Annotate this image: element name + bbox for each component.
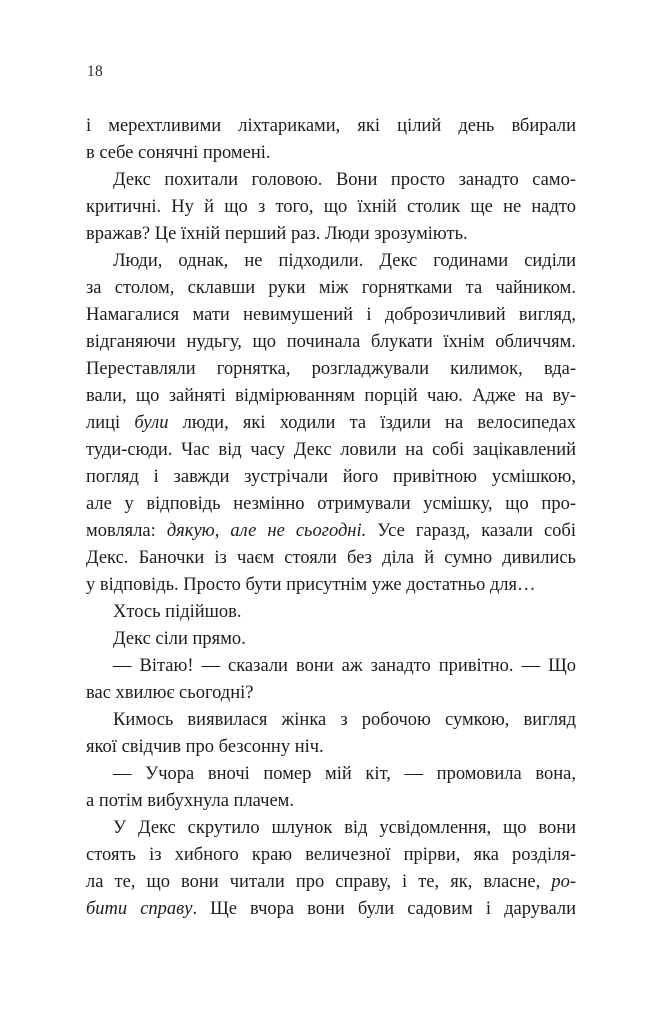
text-run: і мерехтливими ліхтариками, які цілий день вбирали (86, 116, 576, 136)
italic-text-run: дякую, але не сьогодні. (166, 521, 367, 541)
paragraph (86, 248, 576, 599)
italic-text-run: ро- (551, 872, 576, 892)
paragraph (86, 113, 576, 167)
text-run: за столом, склавши руки між горнятками та чайником. (86, 278, 576, 298)
text-run: Люди, однак, не підходили. Декс годинами сиділи (113, 251, 576, 271)
text-line (86, 491, 576, 518)
text-run: Усе гаразд, казали собі (366, 521, 576, 541)
text-line (86, 734, 576, 761)
text-run: Намагалися мати невимушений і доброзичливий вигляд, (86, 305, 576, 325)
text-run: мовляла: (86, 521, 167, 541)
text-run: погляд і завжди зустрічали його привітною усмішкою, (86, 467, 576, 487)
text-line (86, 572, 576, 599)
text-run: Декс сіли прямо. (113, 629, 246, 649)
page-number: 18 (87, 63, 103, 80)
text-run: якої свідчив про безсонну ніч. (86, 737, 324, 757)
text-line (86, 518, 576, 545)
text-line (86, 842, 576, 869)
text-run: а потім вибухнула плачем. (86, 791, 294, 811)
text-run: Декс. Баночки із чаєм стояли без діла й сумно дивились (86, 548, 576, 568)
text-line (86, 626, 576, 653)
text-run: але у відповідь незмінно отримували усмішку, що про- (86, 494, 576, 514)
text-line (86, 707, 576, 734)
text-line (86, 896, 576, 923)
text-line (86, 464, 576, 491)
page-text (86, 113, 576, 923)
text-run: у відповідь. Просто бути присутнім уже достатньо для… (86, 575, 536, 595)
text-run: лиці (86, 413, 135, 433)
text-run: туди-сюди. Час від часу Декс ловили на собі зацікавлений (86, 440, 576, 460)
text-run: . Ще вчора вони були садовим і дарували (192, 899, 576, 919)
text-run: Переставляли горнятка, розгладжували килимок, вда- (86, 359, 576, 379)
text-line (86, 437, 576, 464)
paragraph (86, 626, 576, 653)
text-line (86, 329, 576, 356)
text-run: стоять із хибного краю величезної прірви, яка розділя- (86, 845, 576, 865)
text-line (86, 599, 576, 626)
text-line (86, 815, 576, 842)
text-run: люди, які ходили та їздили на велосипедах (168, 413, 576, 433)
text-run: Кимось виявилася жінка з робочою сумкою, вигляд (113, 710, 576, 730)
text-line (86, 302, 576, 329)
text-line (86, 113, 576, 140)
text-line (86, 788, 576, 815)
text-run: У Декс скрутило шлунок від усвідомлення, що вони (113, 818, 576, 838)
text-run: — Вітаю! — сказали вони аж занадто привітно. — Що (113, 656, 576, 676)
text-run: Хтось підійшов. (113, 602, 242, 622)
text-line (86, 761, 576, 788)
text-run: відганяючи нудьгу, що починала блукати їхнім обличчям. (86, 332, 576, 352)
text-line (86, 248, 576, 275)
text-line (86, 653, 576, 680)
text-line (86, 356, 576, 383)
text-run: вражав? Це їхній перший раз. Люди зрозуміють. (86, 224, 468, 244)
text-line (86, 383, 576, 410)
text-run: Декс похитали головою. Вони просто занадто само- (113, 170, 576, 190)
text-run: вас хвилює сьогодні? (86, 683, 254, 703)
text-run: вали, що зайняті відмірюванням порцій чаю. Адже на ву- (86, 386, 576, 406)
text-run: — Учора вночі помер мій кіт, — промовила вона, (113, 764, 576, 784)
italic-text-run: були (134, 413, 169, 433)
text-line (86, 410, 576, 437)
paragraph (86, 167, 576, 248)
paragraph (86, 761, 576, 815)
text-line (86, 680, 576, 707)
text-run: в себе сонячні промені. (86, 143, 271, 163)
text-line (86, 869, 576, 896)
paragraph (86, 707, 576, 761)
text-line (86, 545, 576, 572)
paragraph (86, 599, 576, 626)
text-line (86, 275, 576, 302)
text-line (86, 167, 576, 194)
text-run: критичні. Ну й що з того, що їхній столик ще не надто (86, 197, 576, 217)
paragraph (86, 815, 576, 923)
text-run: ла те, що вони читали про справу, і те, як, власне, (86, 872, 552, 892)
text-line (86, 194, 576, 221)
text-line (86, 221, 576, 248)
text-line (86, 140, 576, 167)
italic-text-run: бити справу (86, 899, 193, 919)
paragraph (86, 653, 576, 707)
